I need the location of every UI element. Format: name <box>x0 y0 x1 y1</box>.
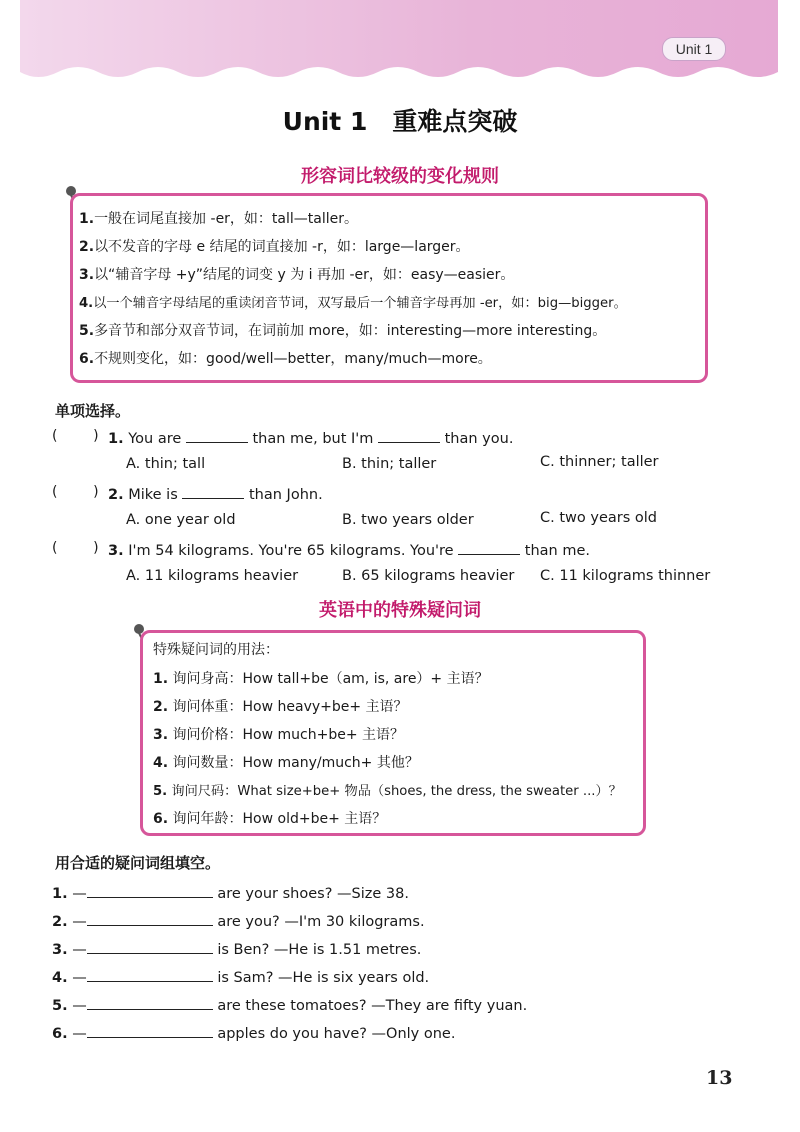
option-3b[interactable]: B. 65 kilograms heavier <box>342 568 515 584</box>
rule-5: 5.多音节和部分双音节词，在词前加 more，如：interesting—more interesting。 <box>79 323 607 339</box>
page-number: 13 <box>706 1067 733 1089</box>
exercise-label-fill-blank: 用合适的疑问词组填空。 <box>55 854 221 872</box>
qword-4: 4. 询问数量：How many/much+ 其他？ <box>153 755 419 771</box>
qword-3: 3. 询问价格：How much+be+ 主语？ <box>153 727 405 743</box>
answer-paren-2[interactable]: ( ) <box>52 484 99 500</box>
fill-item-5: 5. — are these tomatoes? —They are fifty yuan. <box>52 995 527 1014</box>
question-words-box <box>140 630 646 836</box>
option-1b[interactable]: B. thin; taller <box>342 456 437 472</box>
blank[interactable] <box>87 939 213 954</box>
fill-item-6: 6. — apples do you have? —Only one. <box>52 1023 455 1042</box>
qword-2: 2. 询问体重：How heavy+be+ 主语？ <box>153 699 408 715</box>
qword-6: 6. 询问年龄：How old+be+ 主语？ <box>153 811 387 827</box>
qword-5: 5. 询问尺码：What size+be+ 物品（shoes, the dress, the sweater ...）？ <box>153 784 622 799</box>
option-2c[interactable]: C. two years old <box>540 510 657 526</box>
question-1: 1. You are than me, but I'm than you. <box>108 428 513 447</box>
blank[interactable] <box>458 540 520 555</box>
option-3c[interactable]: C. 11 kilograms thinner <box>540 568 711 584</box>
blank[interactable] <box>87 967 213 982</box>
question-2: 2. Mike is than John. <box>108 484 323 503</box>
fill-item-1: 1. — are your shoes? —Size 38. <box>52 883 409 902</box>
rule-6: 6.不规则变化，如：good/well—better，many/much—more。 <box>79 351 492 367</box>
blank[interactable] <box>182 484 244 499</box>
blank[interactable] <box>378 428 440 443</box>
qword-1: 1. 询问身高：How tall+be（am, is, are）+ 主语？ <box>153 671 489 687</box>
blank[interactable] <box>87 883 213 898</box>
fill-item-3: 3. — is Ben? —He is 1.51 metres. <box>52 939 421 958</box>
answer-paren-1[interactable]: ( ) <box>52 428 99 444</box>
blank[interactable] <box>87 911 213 926</box>
exercise-label-multiple-choice: 单项选择。 <box>55 402 131 420</box>
section-title-comparatives: 形容词比较级的变化规则 <box>301 166 499 187</box>
blank[interactable] <box>186 428 248 443</box>
unit-tab: Unit 1 <box>662 37 726 61</box>
fill-item-4: 4. — is Sam? —He is six years old. <box>52 967 429 986</box>
option-1c[interactable]: C. thinner; taller <box>540 454 659 470</box>
option-1a[interactable]: A. thin; tall <box>126 456 206 472</box>
rule-2: 2.以不发音的字母 e 结尾的词直接加 -r，如：large—larger。 <box>79 239 470 255</box>
question-words-intro: 特殊疑问词的用法： <box>153 642 279 658</box>
rule-3: 3.以“辅音字母 +y”结尾的词变 y 为 i 再加 -er，如：easy—easier。 <box>79 267 515 283</box>
option-2a[interactable]: A. one year old <box>126 512 236 528</box>
comparative-rules-box <box>70 193 708 383</box>
section-title-question-words: 英语中的特殊疑问词 <box>319 600 481 621</box>
fill-item-2: 2. — are you? —I'm 30 kilograms. <box>52 911 425 930</box>
blank[interactable] <box>87 995 213 1010</box>
option-3a[interactable]: A. 11 kilograms heavier <box>126 568 299 584</box>
option-2b[interactable]: B. two years older <box>342 512 474 528</box>
page-title: Unit 1 重难点突破 <box>282 107 518 136</box>
blank[interactable] <box>87 1023 213 1038</box>
rule-4: 4.以一个辅音字母结尾的重读闭音节词，双写最后一个辅音字母再加 -er，如：big—bigger。 <box>79 296 627 311</box>
rule-1: 1.一般在词尾直接加 -er，如：tall—taller。 <box>79 211 358 227</box>
question-3: 3. I'm 54 kilograms. You're 65 kilograms. You're than me. <box>108 540 590 559</box>
answer-paren-3[interactable]: ( ) <box>52 540 99 556</box>
